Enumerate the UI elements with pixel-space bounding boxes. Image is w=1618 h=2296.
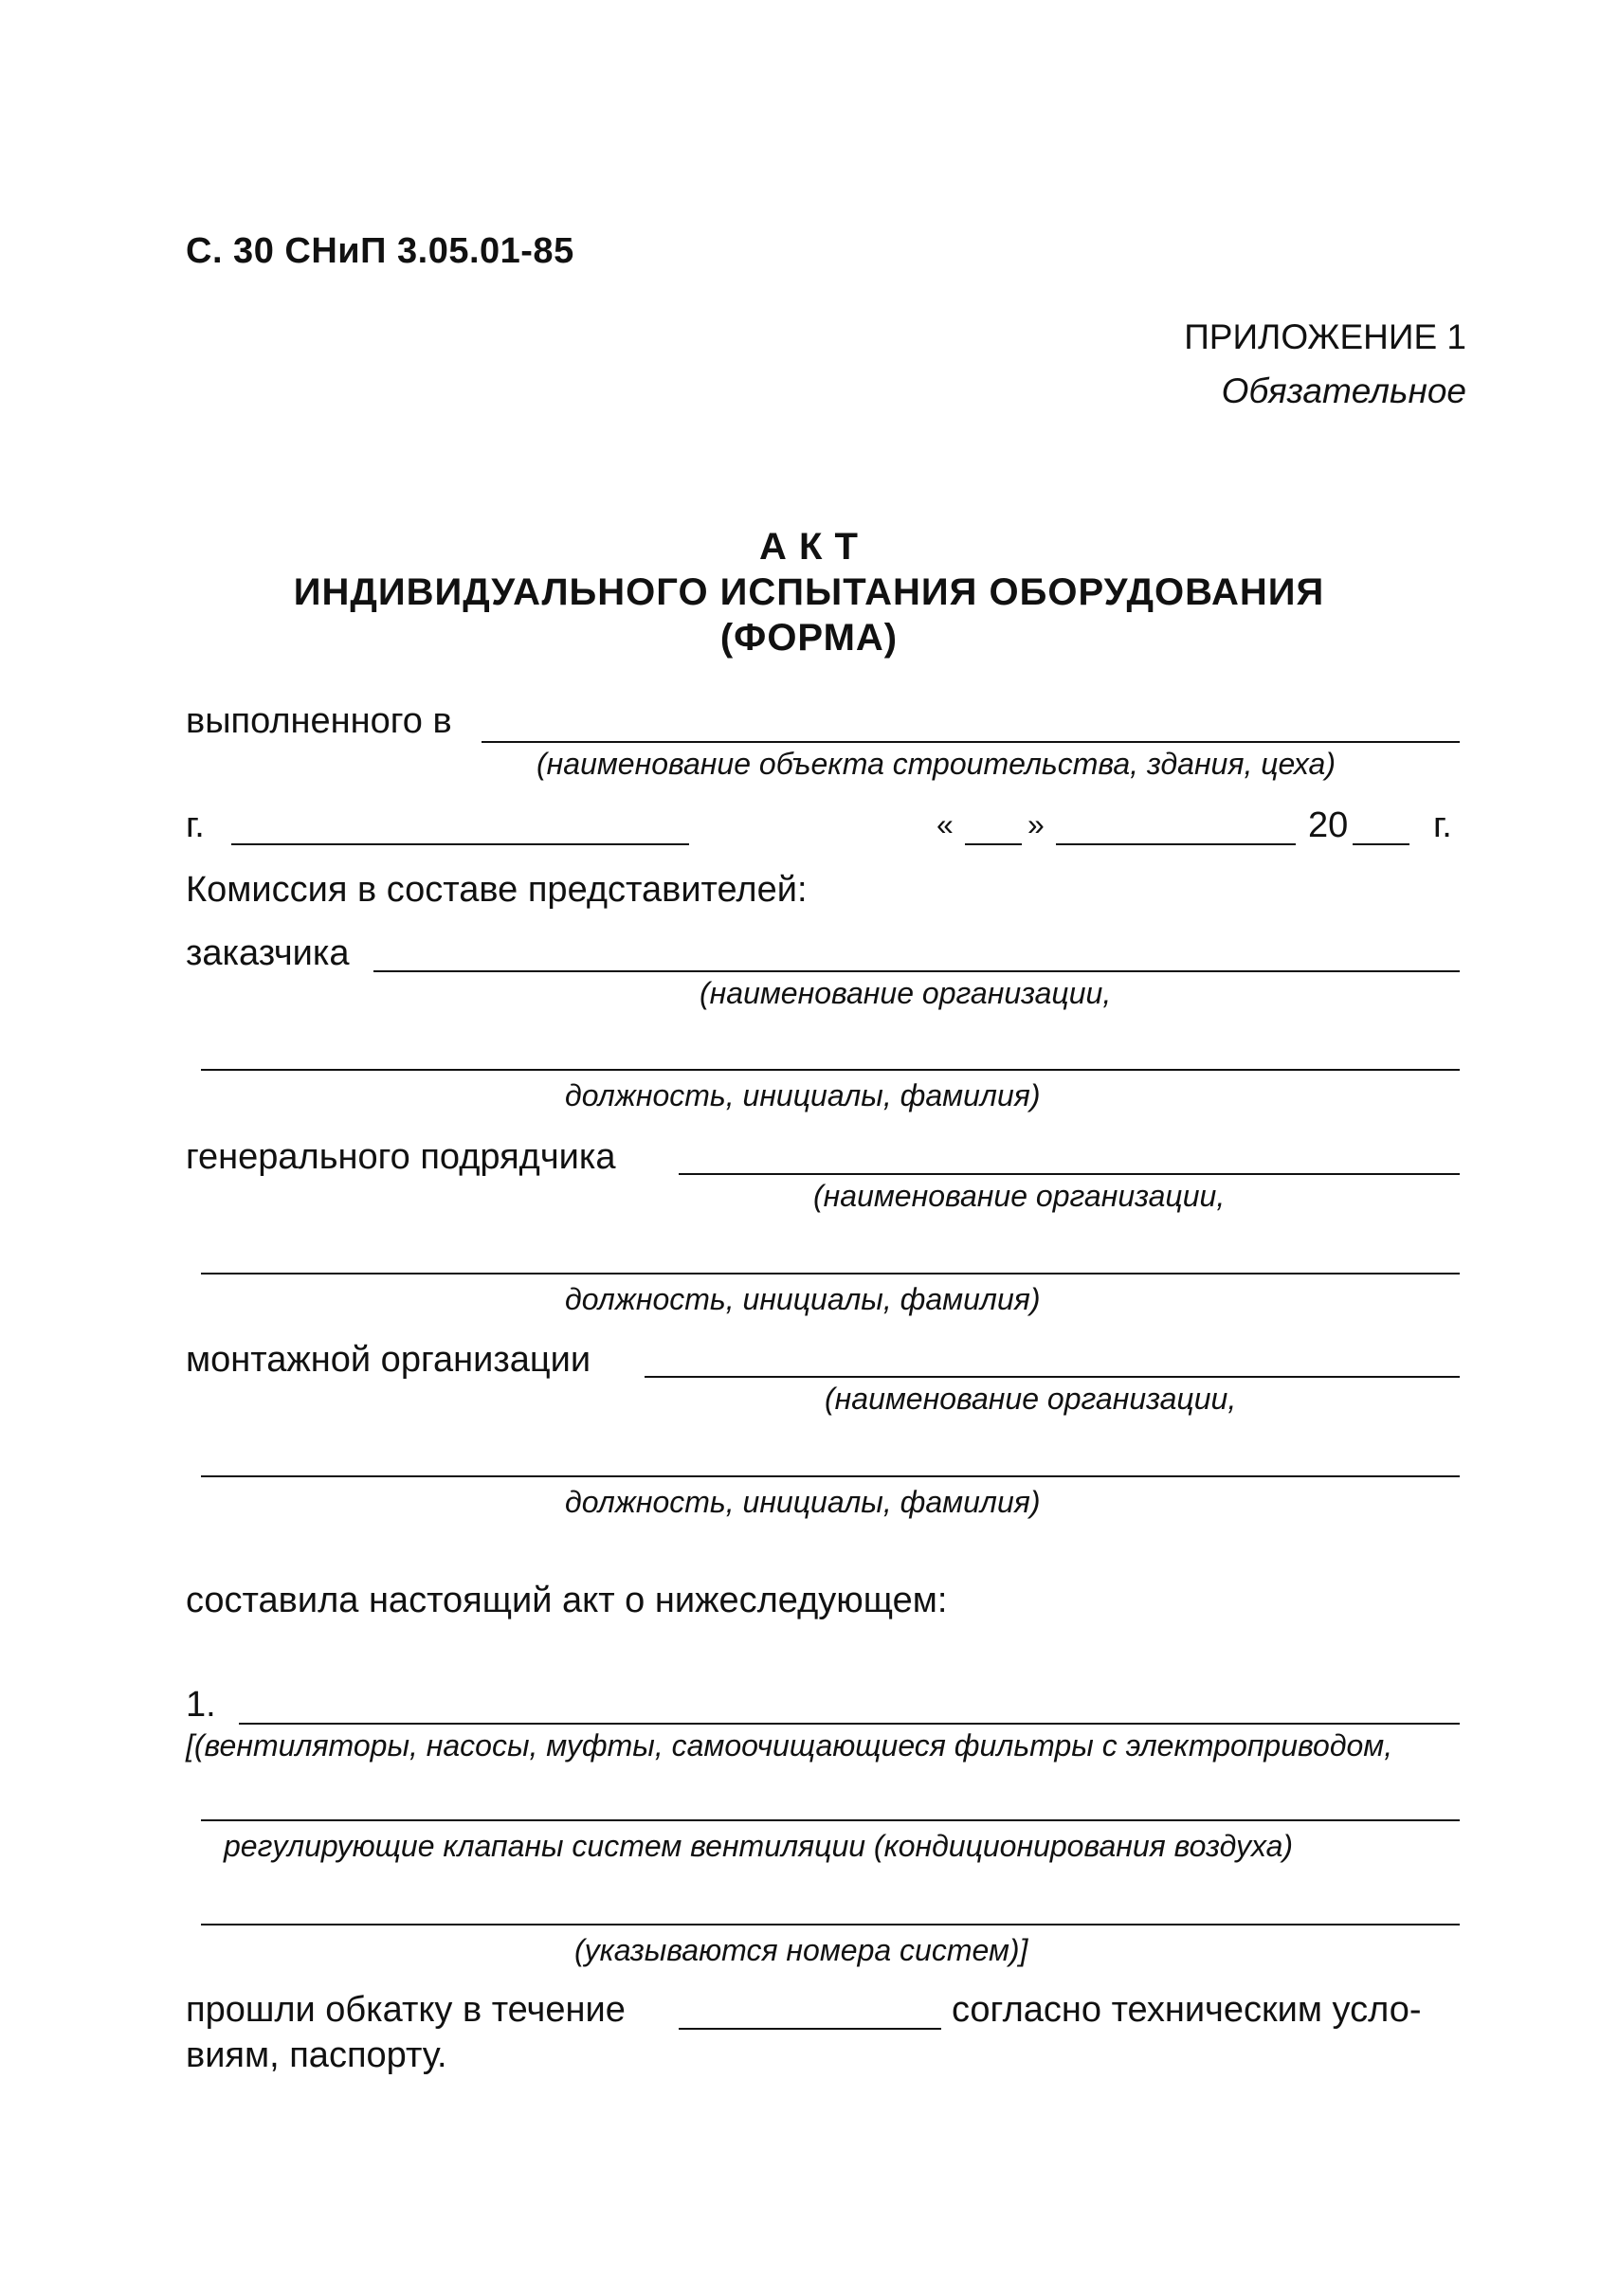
appendix-status: Обязательное: [1221, 371, 1466, 410]
appendix-label: ПРИЛОЖЕНИЕ 1: [1184, 317, 1466, 356]
title-main: ИНДИВИДУАЛЬНОГО ИСПЫТАНИЯ ОБОРУДОВАНИЯ: [293, 571, 1325, 613]
quote-close: »: [1027, 807, 1045, 841]
day-field[interactable]: [965, 843, 1022, 845]
installation-person-field[interactable]: [201, 1475, 1460, 1477]
customer-person-caption: должность, инициалы, фамилия): [565, 1078, 1041, 1112]
city-field[interactable]: [231, 843, 689, 845]
customer-label: заказчика: [186, 933, 350, 973]
quote-open: «: [936, 807, 954, 841]
equipment-field-1[interactable]: [239, 1723, 1460, 1725]
customer-org-field[interactable]: [373, 970, 1460, 972]
equipment-field-2[interactable]: [201, 1819, 1460, 1821]
installation-org-caption: (наименование организации,: [825, 1382, 1237, 1416]
document-reference: С. 30 СНиП 3.05.01-85: [186, 231, 574, 271]
customer-org-caption: (наименование организации,: [700, 976, 1112, 1010]
general-contractor-person-field[interactable]: [201, 1273, 1460, 1275]
equipment-caption-3: (указываются номера систем)]: [574, 1933, 1028, 1967]
executed-in-caption: (наименование объекта строительства, здания, цеха): [536, 747, 1336, 781]
executed-in-field[interactable]: [482, 741, 1460, 743]
general-contractor-org-field[interactable]: [679, 1173, 1460, 1175]
customer-person-field[interactable]: [201, 1069, 1460, 1071]
commission-label: Комиссия в составе представителей:: [186, 870, 808, 910]
installation-org-field[interactable]: [645, 1376, 1460, 1378]
general-contractor-person-caption: должность, инициалы, фамилия): [565, 1282, 1041, 1316]
runin-continuation: виям, паспорту.: [186, 2035, 447, 2075]
compiled-label: составила настоящий акт о нижеследующем:: [186, 1581, 948, 1620]
title-form: (ФОРМА): [719, 617, 899, 659]
equipment-field-3[interactable]: [201, 1924, 1460, 1925]
item-number: 1.: [186, 1685, 216, 1725]
installation-org-label: монтажной организации: [186, 1340, 591, 1380]
year-suffix: г.: [1433, 805, 1452, 845]
title-act: А К Т: [759, 526, 859, 568]
runin-suffix: согласно техническим усло-: [952, 1990, 1422, 2030]
runin-prefix: прошли обкатку в течение: [186, 1990, 626, 2030]
month-field[interactable]: [1056, 843, 1296, 845]
executed-in-label: выполненного в: [186, 701, 452, 741]
year-prefix: 20: [1308, 805, 1349, 845]
general-contractor-label: генерального подрядчика: [186, 1137, 616, 1177]
installation-person-caption: должность, инициалы, фамилия): [565, 1485, 1041, 1519]
equipment-caption-2: регулирующие клапаны систем вентиляции (кондиционирования воздуха): [224, 1829, 1294, 1863]
year-field[interactable]: [1353, 843, 1409, 845]
city-label: г.: [186, 805, 205, 845]
equipment-caption-1: [(вентиляторы, насосы, муфты, самоочищающиеся фильтры с электроприводом,: [186, 1728, 1393, 1763]
general-contractor-org-caption: (наименование организации,: [813, 1179, 1226, 1213]
runin-period-field[interactable]: [679, 2028, 941, 2030]
